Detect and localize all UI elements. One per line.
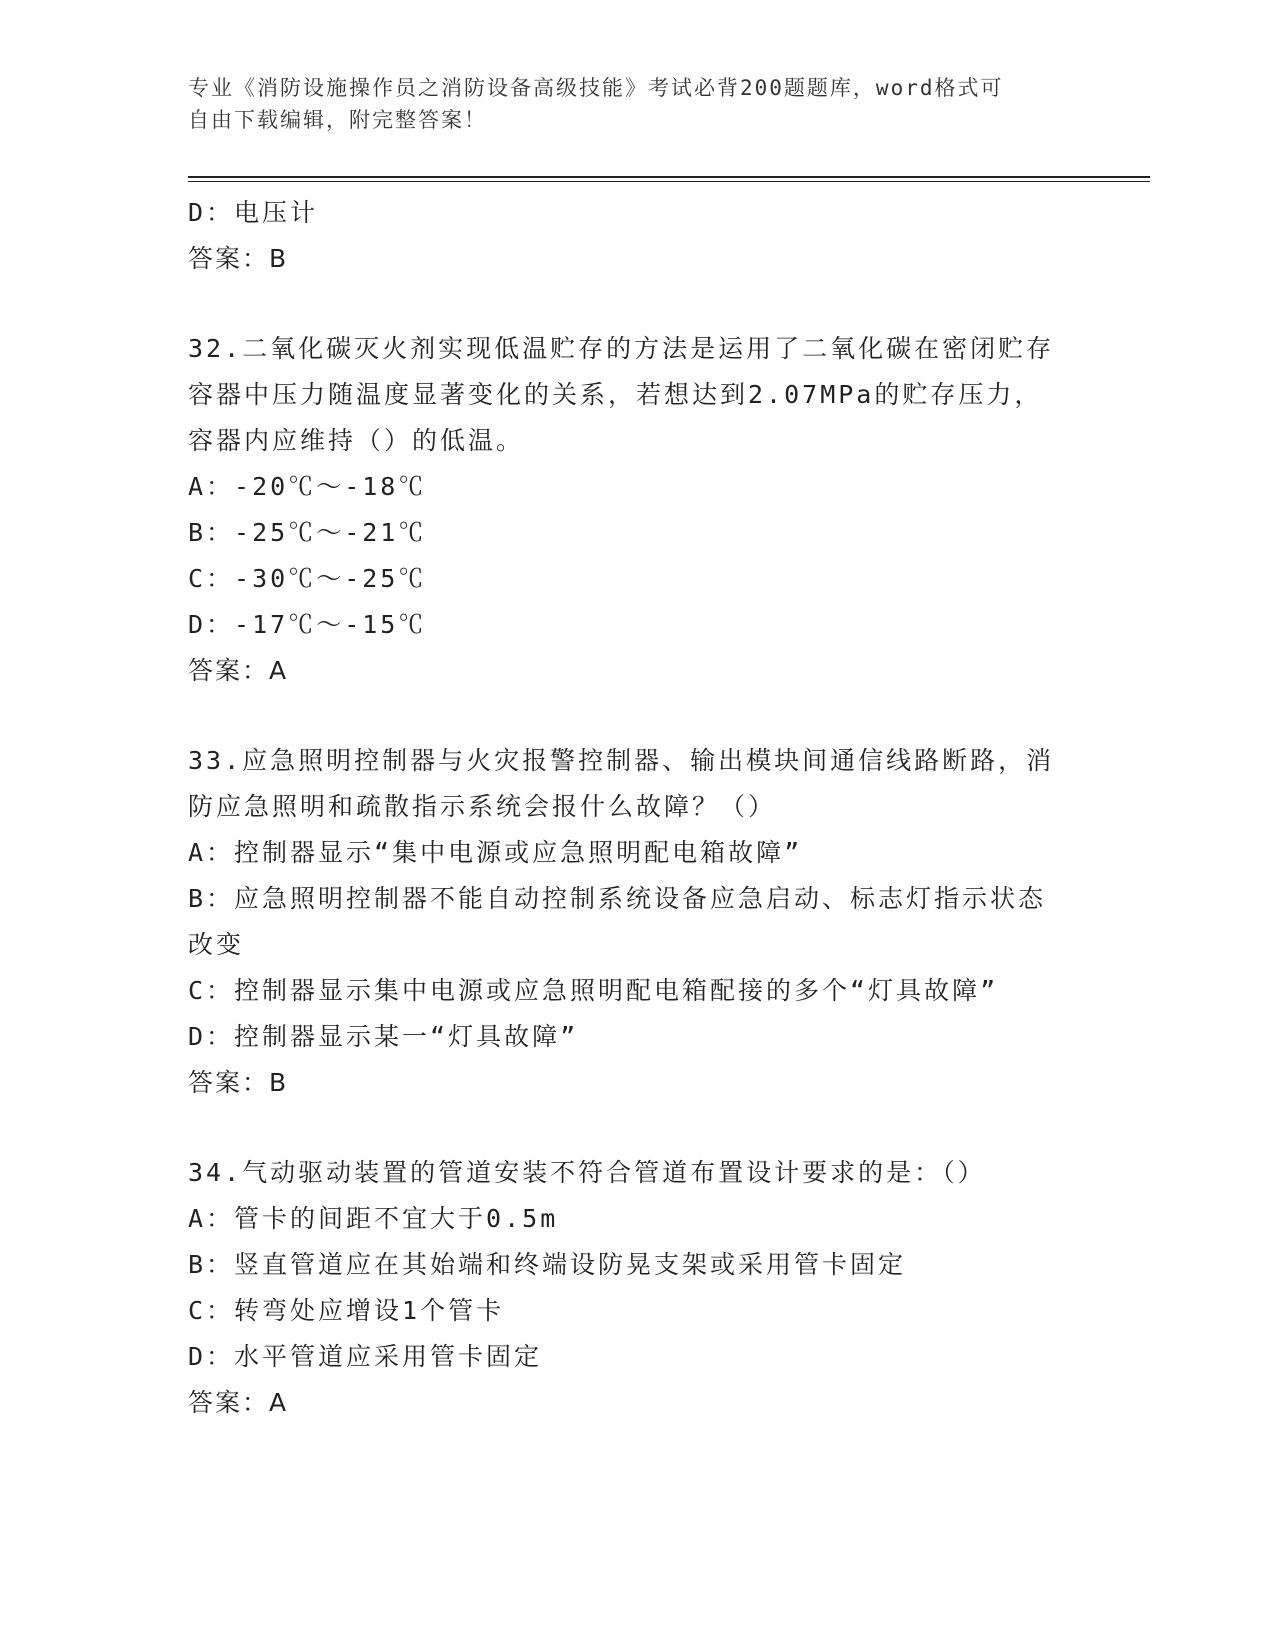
option-a: A：管卡的间距不宜大于0.5m <box>188 1204 559 1233</box>
question-stem-line: 防应急照明和疏散指示系统会报什么故障？（） <box>188 792 777 821</box>
header-line-2: 自由下载编辑，附完整答案！ <box>188 108 487 132</box>
header-divider-thin <box>188 181 1150 182</box>
answer-line: 答案：A <box>188 1388 289 1417</box>
option-b-continuation: 改变 <box>188 930 245 959</box>
answer-line: 答案：B <box>188 244 289 273</box>
question-stem-line: 32.二氧化碳灭火剂实现低温贮存的方法是运用了二氧化碳在密闭贮存 <box>188 334 1055 363</box>
question-stem-line: 容器内应维持（）的低温。 <box>188 426 525 455</box>
question-33 <box>188 738 1088 1106</box>
question-34 <box>188 1150 1088 1426</box>
option-b: B：竖直管道应在其始端和终端设防晃支架或采用管卡固定 <box>188 1250 907 1279</box>
document-header <box>188 72 1068 136</box>
question-stem-line: 容器中压力随温度显著变化的关系，若想达到2.07MPa的贮存压力， <box>188 380 1043 409</box>
answer-line: 答案：B <box>188 1068 289 1097</box>
option-c: C：-30℃～-25℃ <box>188 564 427 593</box>
option-d: D：电压计 <box>188 198 319 227</box>
option-d: D：控制器显示某一“灯具故障” <box>188 1022 579 1051</box>
header-line-1: 专业《消防设施操作员之消防设备高级技能》考试必背200题题库，word格式可 <box>188 76 1004 100</box>
question-stem-line: 33.应急照明控制器与火灾报警控制器、输出模块间通信线路断路，消 <box>188 746 1055 775</box>
answer-line: 答案：A <box>188 656 289 685</box>
document-body <box>188 190 1088 1426</box>
question-32 <box>188 326 1088 694</box>
question-stem-line: 34.气动驱动装置的管道安装不符合管道布置设计要求的是：（） <box>188 1158 986 1187</box>
option-c: C：转弯处应增设1个管卡 <box>188 1296 505 1325</box>
option-a: A：-20℃～-18℃ <box>188 472 427 501</box>
option-b: B：-25℃～-21℃ <box>188 518 427 547</box>
option-a: A：控制器显示“集中电源或应急照明配电箱故障” <box>188 838 803 867</box>
option-c: C：控制器显示集中电源或应急照明配电箱配接的多个“灯具故障” <box>188 976 999 1005</box>
option-d: D：水平管道应采用管卡固定 <box>188 1342 543 1371</box>
option-b: B：应急照明控制器不能自动控制系统设备应急启动、标志灯指示状态 <box>188 884 1047 913</box>
question-31-tail <box>188 190 1088 282</box>
header-divider-thick <box>188 176 1150 178</box>
option-d: D：-17℃～-15℃ <box>188 610 427 639</box>
